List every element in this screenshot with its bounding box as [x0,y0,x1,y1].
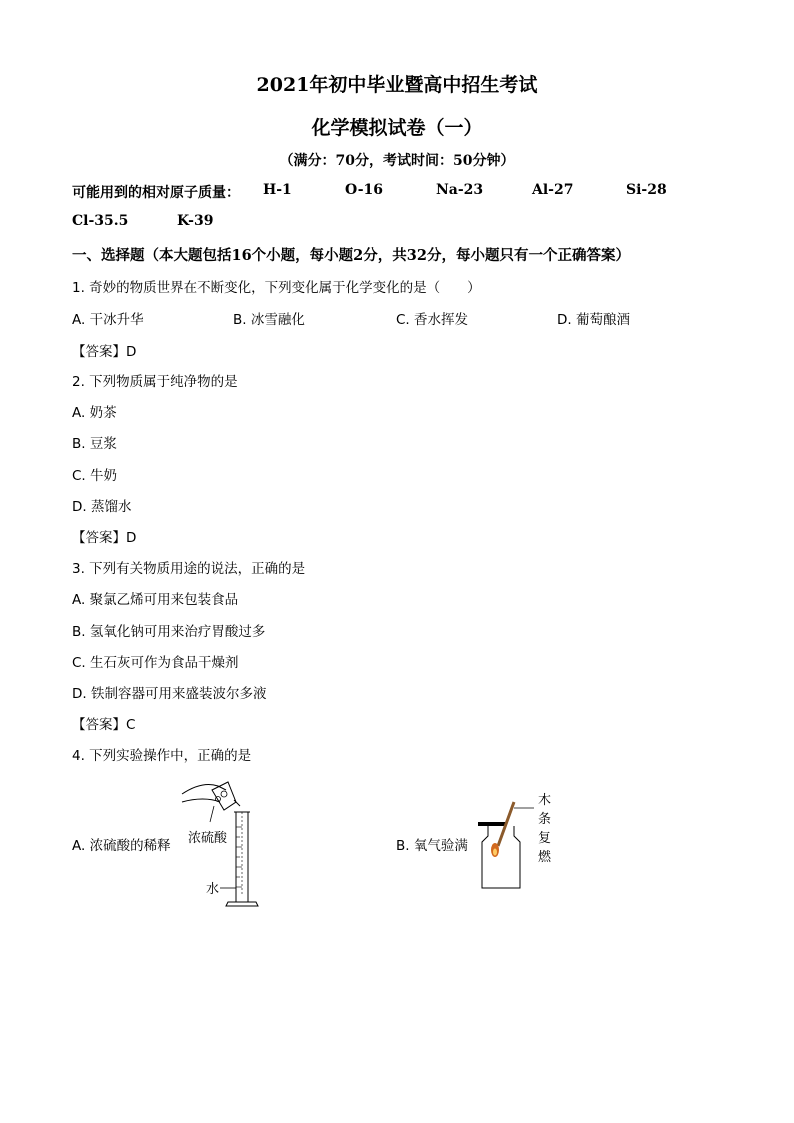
question-2-option-a: A. 奶茶 [72,405,117,421]
question-1-option-b: B. 冰雪融化 [233,312,305,328]
answer-tag: 【答案】 [72,717,126,733]
answer-value: D [126,530,137,546]
question-1-option-d: D. 葡萄酿酒 [557,312,630,328]
atomic-mass-item: H-1 [263,182,292,198]
annotation-char: 燃 [538,850,552,865]
figure-oxygen-test [470,790,560,900]
question-1-option-a: A. 干冰升华 [72,312,144,328]
exam-subtitle: 化学模拟试卷（一） [311,117,483,139]
question-2-option-d: D. 蒸馏水 [72,499,132,515]
question-2-option-c: C. 牛奶 [72,468,118,484]
glass-plate [478,822,506,826]
question-3-stem: 3. 下列有关物质用途的说法，正确的是 [72,561,306,577]
atomic-mass-item: O-16 [345,182,384,198]
question-1-stem: 1. 奇妙的物质世界在不断变化，下列变化属于化学变化的是（ ） [72,280,481,296]
question-1-option-c: C. 香水挥发 [396,312,469,328]
atomic-mass-item: Al-27 [532,182,574,198]
answer-tag: 【答案】 [72,344,126,360]
question-3-option-b: B. 氢氧化钠可用来治疗胃酸过多 [72,624,266,640]
question-4-option-a: A. 浓硫酸的稀释 [72,838,171,854]
atomic-mass-item: K-39 [177,213,214,229]
question-4-option-b: B. 氧气验满 [396,838,468,854]
section-heading: 一、选择题（本大题包括16个小题，每小题2分，共32分，每小题只有一个正确答案） [72,247,630,264]
question-3-option-a: A. 聚氯乙烯可用来包装食品 [72,592,239,608]
question-3-answer [72,713,135,733]
atomic-mass-item: Cl-35.5 [72,213,129,229]
figure-acid-dilution [176,772,286,912]
atomic-mass-item: Na-23 [436,182,484,198]
atomic-mass-label: 可能用到的相对原子质量： [72,185,240,201]
annotation-char: 条 [538,812,552,827]
answer-value: C [126,717,136,733]
annotation-char: 木 [538,793,552,808]
question-1-answer [72,340,136,360]
answer-value: D [126,344,137,360]
atomic-mass-item: Si-28 [626,182,667,198]
annotation-char: 复 [538,831,552,846]
question-2-answer [72,526,136,546]
question-3-option-d: D. 铁制容器可用来盛装波尔多液 [72,686,267,702]
acid-label: 浓硫酸 [188,831,228,846]
question-2-option-b: B. 豆浆 [72,436,117,452]
water-label: 水 [206,882,220,897]
question-4-stem: 4. 下列实验操作中，正确的是 [72,748,252,764]
beaker-icon [212,782,236,810]
answer-tag: 【答案】 [72,530,126,546]
hand-icon [182,799,220,802]
question-3-option-c: C. 生石灰可作为食品干燥剂 [72,655,239,671]
question-2-stem: 2. 下列物质属于纯净物的是 [72,374,238,390]
exam-title: 2021年初中毕业暨高中招生考试 [256,74,538,96]
exam-info: （满分：70分，考试时间：50分钟） [279,153,515,169]
